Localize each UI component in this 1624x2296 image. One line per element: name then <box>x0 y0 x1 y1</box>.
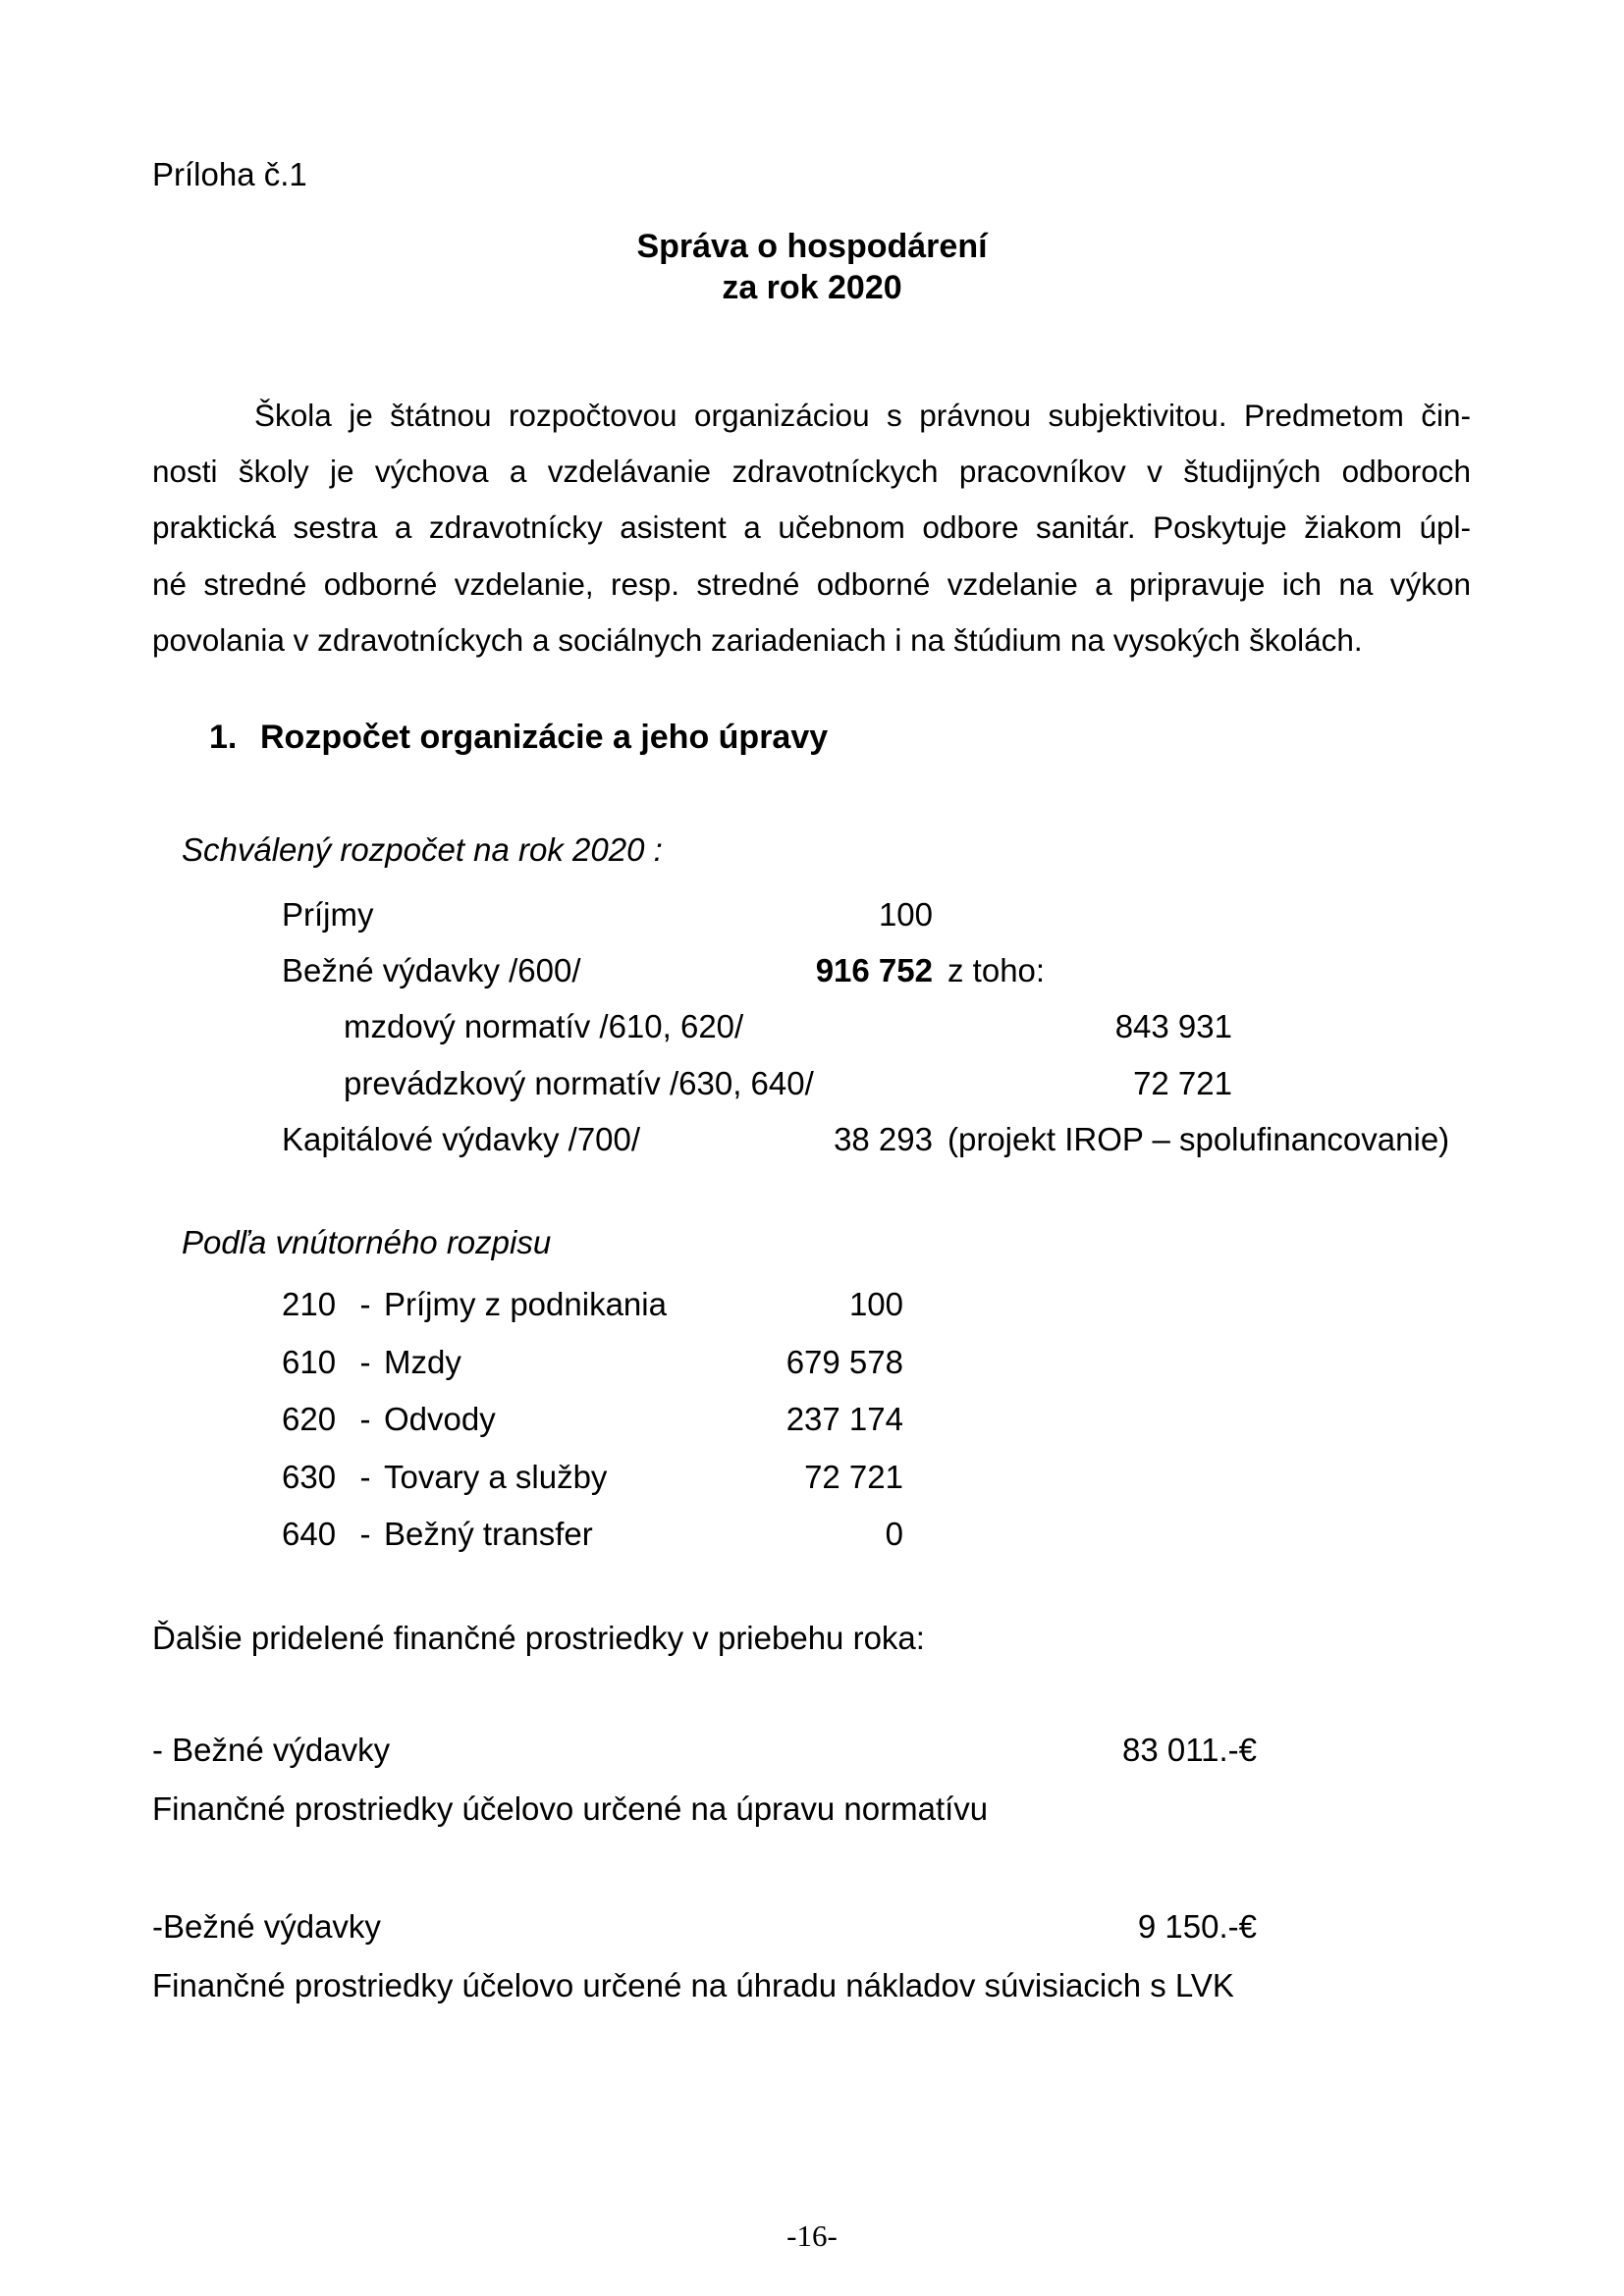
approved-budget-heading: Schválený rozpočet na rok 2020 : <box>182 831 663 868</box>
additional-item-amount: 83 011.-€ <box>1122 1732 1257 1768</box>
attachment-label: Príloha č.1 <box>152 156 307 192</box>
budget-row <box>152 886 1471 942</box>
budget-row-label: Príjmy <box>282 896 374 933</box>
budget-row-value: 100 <box>878 896 933 933</box>
budget-row-value: 843 931 <box>1114 1008 1232 1045</box>
breakdown-row <box>152 1334 1471 1392</box>
paragraph-line: né stredné odborné vzdelanie, resp. stredné odborné vzdelanie a pripravuje ich na výkon <box>152 565 1471 602</box>
approved-budget-list <box>152 886 1471 1167</box>
additional-item-note: Finančné prostriedky účelovo určené na úpravu normatívu <box>152 1790 989 1827</box>
paragraph-line: praktická sestra a zdravotnícky asistent a učebnom odbore sanitár. Poskytuje žiakom úpl- <box>152 509 1471 546</box>
breakdown-value: 0 <box>885 1516 903 1553</box>
breakdown-separator: - <box>359 1401 371 1438</box>
document-title-line1: Správa o hospodárení <box>636 228 988 265</box>
breakdown-name: Odvody <box>384 1401 496 1438</box>
internal-breakdown-heading: Podľa vnútorného rozpisu <box>182 1224 552 1260</box>
additional-item-label: - Bežné výdavky <box>152 1732 391 1768</box>
budget-row <box>152 998 1471 1054</box>
breakdown-code: 210 <box>282 1286 337 1322</box>
budget-row-suffix: z toho: <box>947 952 1046 989</box>
budget-row-value: 38 293 <box>834 1120 933 1157</box>
budget-row <box>152 942 1471 998</box>
breakdown-row <box>152 1391 1471 1449</box>
breakdown-row <box>152 1276 1471 1334</box>
breakdown-code: 640 <box>282 1516 337 1553</box>
breakdown-value: 72 721 <box>804 1458 903 1495</box>
breakdown-name: Tovary a služby <box>384 1458 608 1495</box>
additional-funds-heading: Ďalšie pridelené finančné prostriedky v priebehu roka: <box>152 1620 925 1656</box>
breakdown-separator: - <box>359 1516 371 1553</box>
page-number: -16- <box>786 2218 838 2253</box>
budget-row <box>152 1055 1471 1111</box>
additional-item-row <box>152 1730 1471 1771</box>
additional-item-row <box>152 1906 1471 1948</box>
breakdown-name: Mzdy <box>384 1343 461 1380</box>
budget-row-label: mzdový normatív /610, 620/ <box>344 1008 744 1045</box>
budget-row <box>152 1111 1471 1167</box>
additional-item-label: -Bežné výdavky <box>152 1908 381 1945</box>
section-heading <box>209 716 828 759</box>
breakdown-separator: - <box>359 1343 371 1380</box>
breakdown-code: 630 <box>282 1458 337 1495</box>
additional-item-amount: 9 150.-€ <box>1137 1908 1257 1945</box>
breakdown-value: 100 <box>848 1286 903 1322</box>
budget-row-label: Kapitálové výdavky /700/ <box>282 1120 641 1157</box>
breakdown-name: Príjmy z podnikania <box>384 1286 667 1322</box>
budget-row-suffix: (projekt IROP – spolufinancovanie) <box>947 1120 1450 1157</box>
document-title <box>0 227 1624 308</box>
additional-item-note: Finančné prostriedky účelovo určené na úhradu nákladov súvisiacich s LVK <box>152 1967 1234 2003</box>
budget-row-label: Bežné výdavky /600/ <box>282 952 581 989</box>
budget-row-value: 72 721 <box>1133 1064 1232 1101</box>
paragraph-line: Škola je štátnou rozpočtovou organizáciou s právnou subjektivitou. Predmetom čin- <box>254 398 1471 433</box>
breakdown-value: 237 174 <box>785 1401 903 1438</box>
section-title: Rozpočet organizácie a jeho úpravy <box>260 719 829 756</box>
breakdown-value: 679 578 <box>785 1343 903 1380</box>
breakdown-name: Bežný transfer <box>384 1516 593 1553</box>
breakdown-row <box>152 1506 1471 1564</box>
paragraph-line: nosti školy je výchova a vzdelávanie zdravotníckych pracovníkov v študijných odboroch <box>152 454 1471 490</box>
breakdown-separator: - <box>359 1286 371 1322</box>
breakdown-separator: - <box>359 1458 371 1495</box>
breakdown-row <box>152 1449 1471 1507</box>
breakdown-code: 620 <box>282 1401 337 1438</box>
budget-row-value: 916 752 <box>815 952 933 989</box>
breakdown-code: 610 <box>282 1343 337 1380</box>
section-number: 1. <box>209 719 238 756</box>
budget-row-label: prevádzkový normatív /630, 640/ <box>344 1064 814 1101</box>
document-title-line2: za rok 2020 <box>722 268 902 306</box>
intro-paragraph <box>152 388 1471 668</box>
internal-breakdown-list <box>152 1276 1471 1564</box>
paragraph-line: povolania v zdravotníckych a sociálnych zariadeniach i na štúdium na vysokých školách. <box>152 621 1363 658</box>
